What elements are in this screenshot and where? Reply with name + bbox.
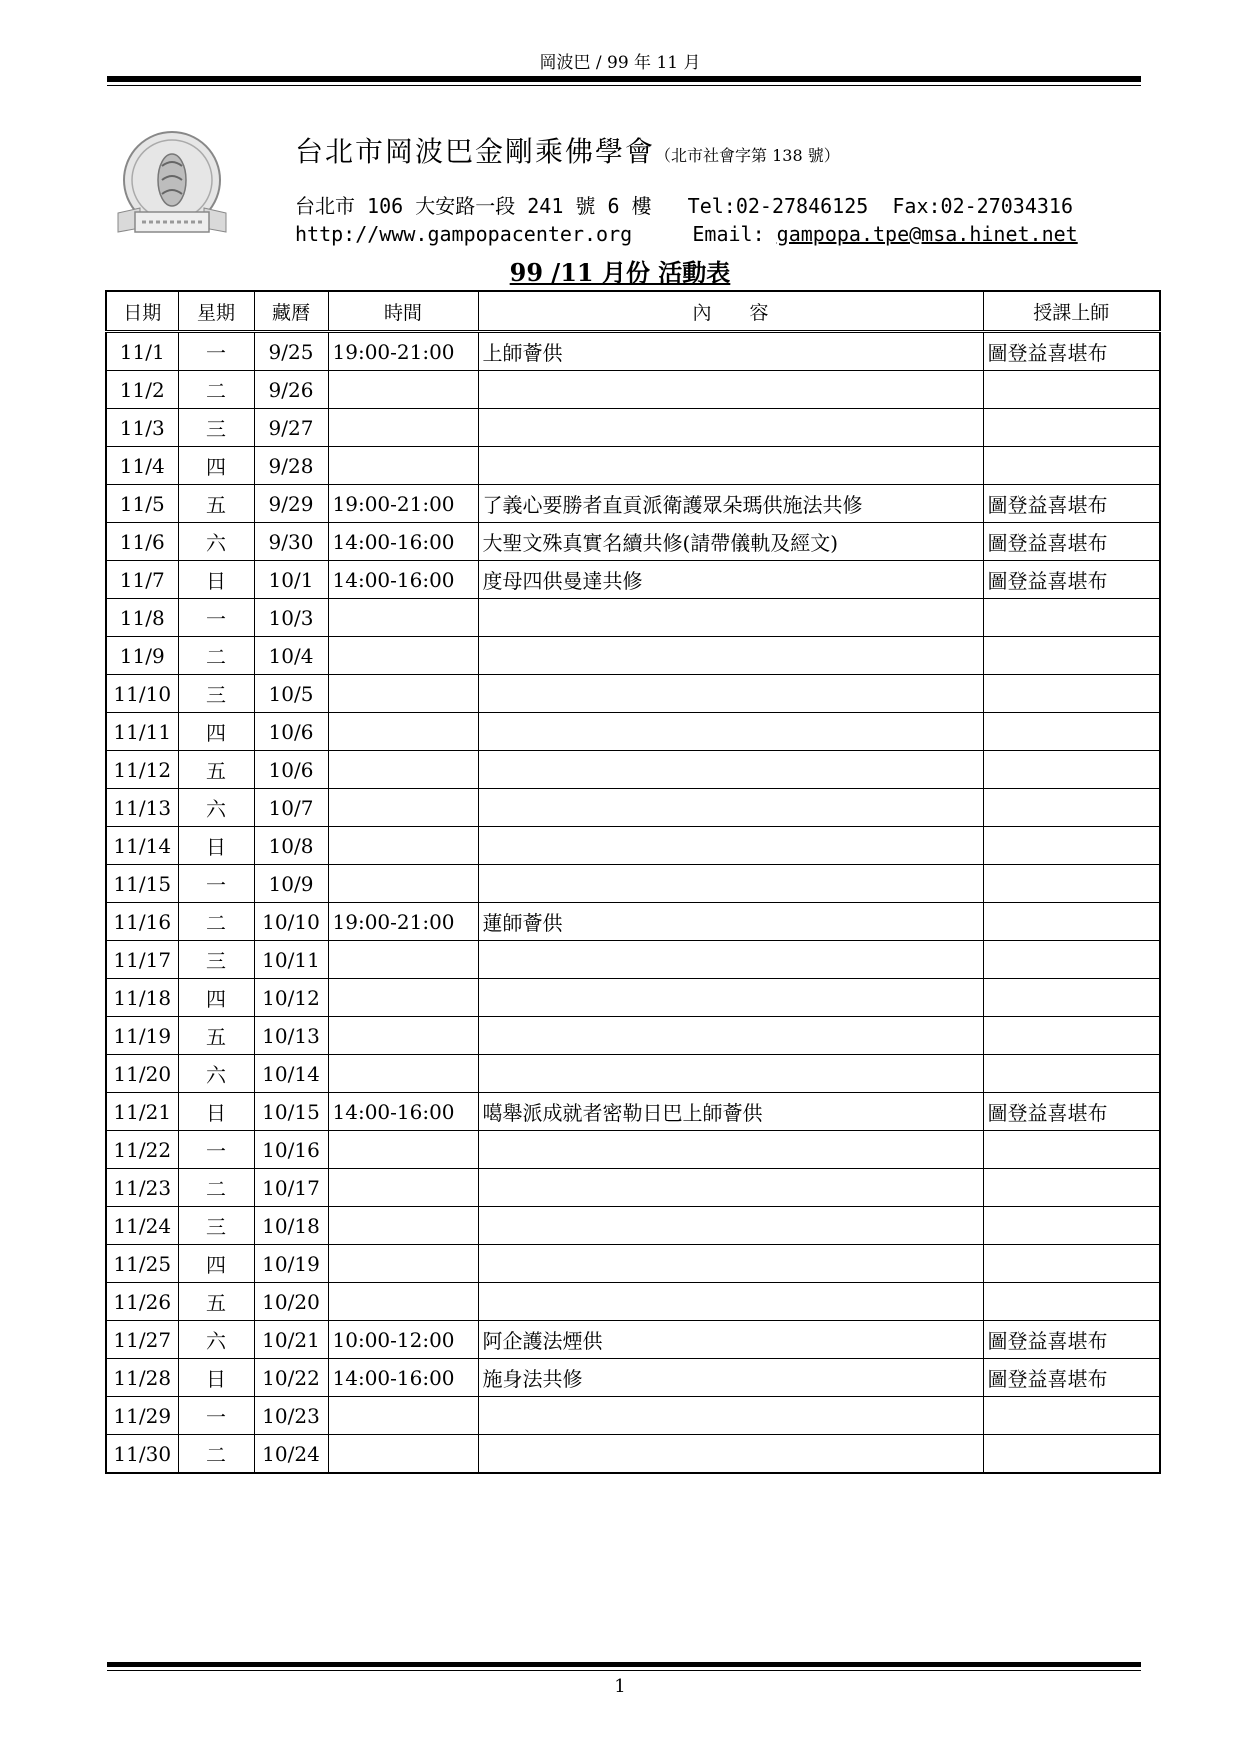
col-header-time: 時間 [328,291,478,332]
time-cell [328,675,478,713]
table-row [106,447,1160,485]
org-tel: Tel:02-27846125 [687,194,869,218]
header-rule [107,76,1141,82]
teacher-cell [983,675,1160,713]
weekday-cell: 二 [178,371,254,409]
content-cell [478,1435,983,1474]
weekday-cell: 五 [178,751,254,789]
table-row [106,1359,1160,1397]
teacher-cell: 圖登益喜堪布 [983,523,1160,561]
content-cell: 阿企護法煙供 [478,1321,983,1359]
date-cell: 11/1 [106,332,178,371]
time-cell: 14:00-16:00 [328,561,478,599]
time-cell [328,941,478,979]
time-cell [328,979,478,1017]
weekday-cell: 四 [178,979,254,1017]
tibetan-date-cell: 10/24 [254,1435,328,1474]
org-web-line [295,222,1078,246]
table-row [106,1435,1160,1474]
teacher-cell [983,1397,1160,1435]
teacher-cell: 圖登益喜堪布 [983,1093,1160,1131]
date-cell: 11/8 [106,599,178,637]
content-cell [478,409,983,447]
tibetan-date-cell: 10/8 [254,827,328,865]
org-website-link[interactable]: http://www.gampopacenter.org [295,222,633,246]
time-cell: 14:00-16:00 [328,1359,478,1397]
tibetan-date-cell: 9/25 [254,332,328,371]
org-logo-icon [110,128,245,248]
time-cell [328,1245,478,1283]
content-cell [478,827,983,865]
teacher-cell [983,827,1160,865]
date-cell: 11/22 [106,1131,178,1169]
email-label: Email: [692,222,765,246]
table-row [106,332,1160,371]
table-row [106,675,1160,713]
weekday-cell: 三 [178,409,254,447]
tibetan-date-cell: 10/5 [254,675,328,713]
table-row [106,1321,1160,1359]
weekday-cell: 一 [178,599,254,637]
time-cell [328,1055,478,1093]
table-row [106,789,1160,827]
time-cell [328,1397,478,1435]
teacher-cell [983,751,1160,789]
teacher-cell [983,1017,1160,1055]
tibetan-date-cell: 10/16 [254,1131,328,1169]
content-cell [478,751,983,789]
weekday-cell: 三 [178,1207,254,1245]
tibetan-date-cell: 9/28 [254,447,328,485]
tibetan-date-cell: 9/29 [254,485,328,523]
table-row [106,599,1160,637]
org-fax: Fax:02-27034316 [892,194,1074,218]
weekday-cell: 二 [178,1169,254,1207]
content-cell [478,1169,983,1207]
date-cell: 11/19 [106,1017,178,1055]
date-cell: 11/28 [106,1359,178,1397]
date-cell: 11/6 [106,523,178,561]
time-cell: 19:00-21:00 [328,485,478,523]
weekday-cell: 四 [178,1245,254,1283]
tibetan-date-cell: 10/13 [254,1017,328,1055]
weekday-cell: 五 [178,485,254,523]
weekday-cell: 五 [178,1017,254,1055]
weekday-cell: 日 [178,1359,254,1397]
col-header-date: 日期 [106,291,178,332]
teacher-cell [983,865,1160,903]
table-row [106,1093,1160,1131]
table-row [106,523,1160,561]
tibetan-date-cell: 9/27 [254,409,328,447]
content-cell [478,1017,983,1055]
time-cell [328,751,478,789]
time-cell [328,1131,478,1169]
date-cell: 11/16 [106,903,178,941]
tibetan-date-cell: 10/14 [254,1055,328,1093]
schedule-table [105,290,1161,1474]
footer-rule-thin [107,1670,1141,1671]
table-row [106,1245,1160,1283]
content-cell [478,941,983,979]
tibetan-date-cell: 10/17 [254,1169,328,1207]
date-cell: 11/3 [106,409,178,447]
tibetan-date-cell: 10/21 [254,1321,328,1359]
table-header-row [106,291,1160,332]
table-row [106,1055,1160,1093]
col-header-tibetan-date: 藏曆 [254,291,328,332]
content-cell: 上師薈供 [478,332,983,371]
table-row [106,1207,1160,1245]
content-cell: 度母四供曼達共修 [478,561,983,599]
teacher-cell [983,1055,1160,1093]
weekday-cell: 六 [178,1321,254,1359]
teacher-cell [983,637,1160,675]
teacher-cell [983,713,1160,751]
tibetan-date-cell: 10/3 [254,599,328,637]
time-cell [328,865,478,903]
date-cell: 11/15 [106,865,178,903]
weekday-cell: 日 [178,561,254,599]
tibetan-date-cell: 10/18 [254,1207,328,1245]
content-cell [478,1207,983,1245]
schedule-title: 99 /11 月份 活動表 [509,258,731,287]
org-name: 台北市岡波巴金剛乘佛學會（北市社會字第 138 號） [295,135,840,168]
weekday-cell: 二 [178,1435,254,1474]
date-cell: 11/24 [106,1207,178,1245]
content-cell [478,371,983,409]
teacher-cell [983,789,1160,827]
tibetan-date-cell: 10/23 [254,1397,328,1435]
teacher-cell [983,1435,1160,1474]
org-registration: （北市社會字第 138 號） [655,146,840,165]
teacher-cell: 圖登益喜堪布 [983,561,1160,599]
teacher-cell: 圖登益喜堪布 [983,1321,1160,1359]
content-cell [478,713,983,751]
weekday-cell: 四 [178,447,254,485]
running-header: 岡波巴 / 99 年 11 月 [539,53,701,73]
time-cell [328,1283,478,1321]
tibetan-date-cell: 10/11 [254,941,328,979]
weekday-cell: 一 [178,1131,254,1169]
tibetan-date-cell: 10/9 [254,865,328,903]
teacher-cell [983,1207,1160,1245]
table-row [106,865,1160,903]
teacher-cell [983,447,1160,485]
teacher-cell [983,903,1160,941]
weekday-cell: 三 [178,941,254,979]
teacher-cell: 圖登益喜堪布 [983,485,1160,523]
tibetan-date-cell: 9/26 [254,371,328,409]
time-cell: 14:00-16:00 [328,1093,478,1131]
date-cell: 11/23 [106,1169,178,1207]
time-cell [328,1169,478,1207]
teacher-cell [983,1131,1160,1169]
teacher-cell [983,979,1160,1017]
weekday-cell: 三 [178,675,254,713]
weekday-cell: 六 [178,789,254,827]
date-cell: 11/26 [106,1283,178,1321]
schedule-body [106,332,1160,1474]
tibetan-date-cell: 10/22 [254,1359,328,1397]
weekday-cell: 日 [178,827,254,865]
time-cell: 10:00-12:00 [328,1321,478,1359]
time-cell [328,409,478,447]
date-cell: 11/11 [106,713,178,751]
table-row [106,751,1160,789]
teacher-cell [983,409,1160,447]
time-cell [328,371,478,409]
date-cell: 11/5 [106,485,178,523]
date-cell: 11/18 [106,979,178,1017]
table-row [106,637,1160,675]
date-cell: 11/14 [106,827,178,865]
col-header-teacher: 授課上師 [983,291,1160,332]
org-email-link[interactable]: gampopa.tpe@msa.hinet.net [776,222,1078,246]
tibetan-date-cell: 10/4 [254,637,328,675]
content-cell: 施身法共修 [478,1359,983,1397]
weekday-cell: 一 [178,332,254,371]
time-cell [328,827,478,865]
teacher-cell [983,1283,1160,1321]
table-row [106,941,1160,979]
teacher-cell [983,1169,1160,1207]
date-cell: 11/21 [106,1093,178,1131]
weekday-cell: 二 [178,903,254,941]
content-cell [478,1245,983,1283]
table-row [106,1131,1160,1169]
content-cell [478,1131,983,1169]
tibetan-date-cell: 10/15 [254,1093,328,1131]
teacher-cell [983,941,1160,979]
table-row [106,371,1160,409]
table-row [106,1017,1160,1055]
weekday-cell: 六 [178,1055,254,1093]
date-cell: 11/7 [106,561,178,599]
table-row [106,713,1160,751]
content-cell [478,1055,983,1093]
content-cell [478,1397,983,1435]
tibetan-date-cell: 10/20 [254,1283,328,1321]
tibetan-date-cell: 10/12 [254,979,328,1017]
date-cell: 11/20 [106,1055,178,1093]
tibetan-date-cell: 10/10 [254,903,328,941]
content-cell [478,865,983,903]
time-cell: 14:00-16:00 [328,523,478,561]
time-cell: 19:00-21:00 [328,332,478,371]
table-row [106,1169,1160,1207]
time-cell [328,1435,478,1474]
org-address: 台北市 106 大安路一段 241 號 6 樓 [295,194,652,218]
time-cell [328,447,478,485]
content-cell [478,599,983,637]
teacher-cell [983,371,1160,409]
footer-rule [107,1662,1141,1667]
weekday-cell: 一 [178,1397,254,1435]
date-cell: 11/13 [106,789,178,827]
teacher-cell [983,1245,1160,1283]
time-cell: 19:00-21:00 [328,903,478,941]
header-rule-thin [107,85,1141,86]
content-cell [478,447,983,485]
time-cell [328,599,478,637]
date-cell: 11/9 [106,637,178,675]
content-cell: 大聖文殊真實名續共修(請帶儀軌及經文) [478,523,983,561]
content-cell [478,675,983,713]
page-number: 1 [614,1676,626,1697]
weekday-cell: 二 [178,637,254,675]
tibetan-date-cell: 10/1 [254,561,328,599]
content-cell [478,979,983,1017]
date-cell: 11/4 [106,447,178,485]
date-cell: 11/17 [106,941,178,979]
content-cell [478,789,983,827]
date-cell: 11/2 [106,371,178,409]
time-cell [328,1207,478,1245]
table-row [106,979,1160,1017]
table-row [106,903,1160,941]
table-row [106,485,1160,523]
weekday-cell: 一 [178,865,254,903]
tibetan-date-cell: 10/19 [254,1245,328,1283]
date-cell: 11/29 [106,1397,178,1435]
table-row [106,827,1160,865]
table-row [106,409,1160,447]
teacher-cell [983,599,1160,637]
weekday-cell: 四 [178,713,254,751]
date-cell: 11/10 [106,675,178,713]
teacher-cell: 圖登益喜堪布 [983,332,1160,371]
date-cell: 11/30 [106,1435,178,1474]
content-cell: 噶舉派成就者密勒日巴上師薈供 [478,1093,983,1131]
col-header-weekday: 星期 [178,291,254,332]
weekday-cell: 五 [178,1283,254,1321]
weekday-cell: 六 [178,523,254,561]
col-header-content: 內 容 [478,291,983,332]
content-cell: 了義心要勝者直貢派衛護眾朵瑪供施法共修 [478,485,983,523]
content-cell: 蓮師薈供 [478,903,983,941]
teacher-cell: 圖登益喜堪布 [983,1359,1160,1397]
time-cell [328,1017,478,1055]
content-cell [478,637,983,675]
tibetan-date-cell: 9/30 [254,523,328,561]
table-row [106,561,1160,599]
date-cell: 11/12 [106,751,178,789]
tibetan-date-cell: 10/7 [254,789,328,827]
time-cell [328,713,478,751]
org-contact-line [295,190,1073,219]
content-cell [478,1283,983,1321]
date-cell: 11/25 [106,1245,178,1283]
time-cell [328,637,478,675]
table-row [106,1283,1160,1321]
time-cell [328,789,478,827]
date-cell: 11/27 [106,1321,178,1359]
tibetan-date-cell: 10/6 [254,751,328,789]
tibetan-date-cell: 10/6 [254,713,328,751]
weekday-cell: 日 [178,1093,254,1131]
table-row [106,1397,1160,1435]
